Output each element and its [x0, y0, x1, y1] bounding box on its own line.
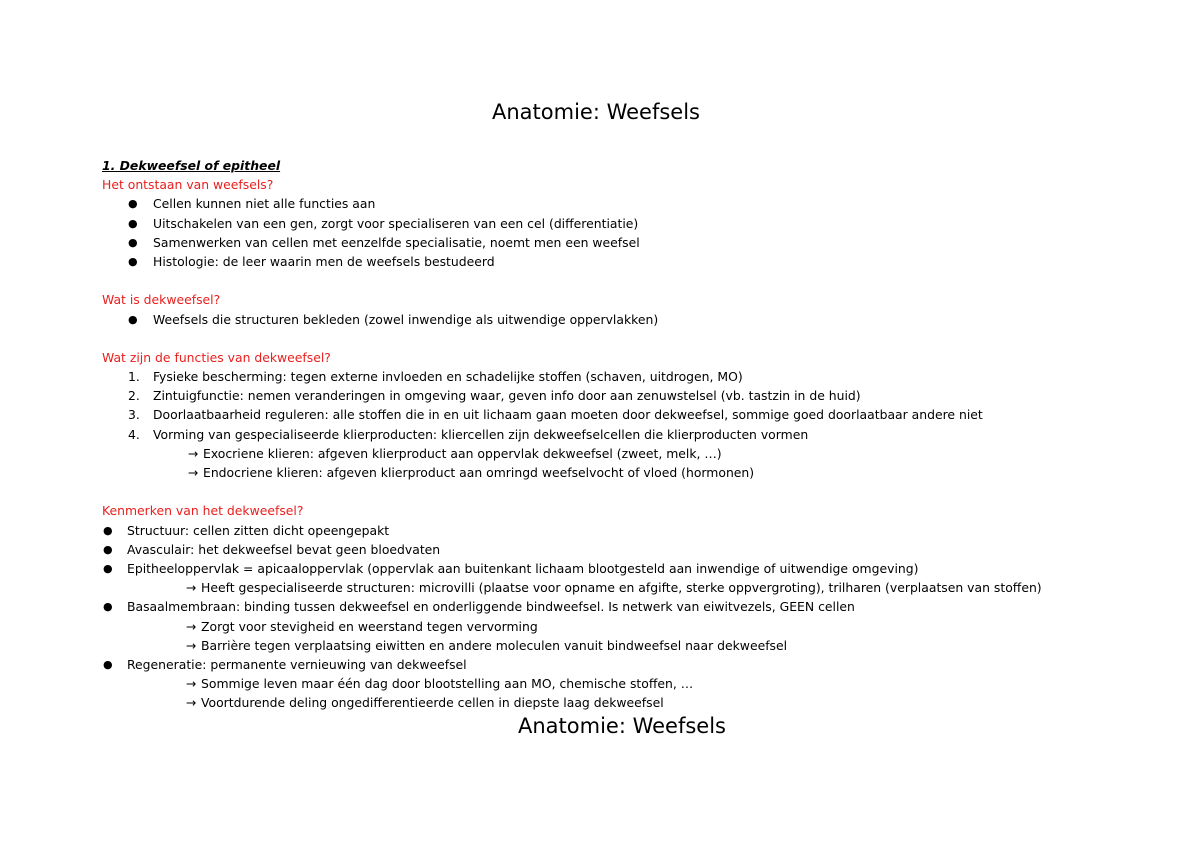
list-item: ● Structuur: cellen zitten dicht opeengepakt	[102, 521, 1162, 540]
arrow-right-icon: →	[186, 695, 197, 711]
list-item: ● Regeneratie: permanente vernieuwing van dekweefsel	[102, 655, 1162, 674]
question-heading: Wat zijn de functies van dekweefsel?	[102, 349, 331, 365]
arrow-item: → Barrière tegen verplaatsing eiwitten en andere moleculen vanuit bindweefsel naar dekweefsel	[102, 636, 1162, 655]
list-item: ● Basaalmembraan: binding tussen dekweefsel en onderliggende bindweefsel. Is netwerk van eiwitvezels, GEEN cellen	[102, 597, 1162, 616]
spacer	[102, 271, 1162, 290]
arrow-item: → Zorgt voor stevigheid en weerstand tegen vervorming	[102, 617, 1162, 636]
repeated-title: Anatomie: Weefsels	[518, 714, 726, 738]
bullet-icon: ●	[128, 312, 138, 326]
bullet-icon: ●	[103, 542, 113, 556]
document-body	[102, 156, 1162, 712]
arrow-item: → Sommige leven maar één dag door blootstelling aan MO, chemische stoffen, …	[102, 674, 1162, 693]
numbered-item: 2. Zintuigfunctie: nemen veranderingen in omgeving waar, geven info door aan zenuwstelsel (vb. tastzin in de huid)	[128, 388, 861, 404]
bullet-icon: ●	[128, 197, 138, 211]
arrow-right-icon: →	[188, 445, 199, 461]
numbered-item: 1. Fysieke bescherming: tegen externe invloeden en schadelijke stoffen (schaven, uitdrogen, MO)	[128, 369, 743, 385]
list-item: ● Epitheeloppervlak = apicaaloppervlak (oppervlak aan buitenkant lichaam blootgesteld aan inwendige of uitwendige omgeving)	[102, 559, 1162, 578]
bullet-icon: ●	[103, 561, 113, 575]
bullet-icon: ●	[128, 254, 138, 268]
question-heading: Het ontstaan van weefsels?	[102, 177, 274, 193]
list-item: ● Uitschakelen van een gen, zorgt voor specialiseren van een cel (differentiatie)	[102, 214, 1162, 233]
numbered-item: 4. Vorming van gespecialiseerde klierproducten: kliercellen zijn dekweefselcellen die klierproducten vormen	[128, 426, 809, 442]
bullet-icon: ●	[128, 235, 138, 249]
spacer	[102, 329, 1162, 348]
numbered-item: 3. Doorlaatbaarheid reguleren: alle stoffen die in en uit lichaam gaan moeten door dekweefsel, sommige goed doorlaatbaar andere niet	[128, 407, 983, 423]
arrow-right-icon: →	[186, 637, 197, 653]
arrow-right-icon: →	[186, 618, 197, 634]
section-heading: 1. Dekweefsel of epitheel	[102, 158, 281, 173]
arrow-right-icon: →	[188, 465, 199, 480]
bullet-icon: ●	[128, 216, 138, 230]
bullet-icon: ●	[103, 600, 113, 614]
arrow-item: → Voortdurende deling ongedifferentieerde cellen in diepste laag dekweefsel	[102, 693, 1162, 712]
arrow-right-icon: →	[186, 676, 197, 692]
document-title: Anatomie: Weefsels	[492, 100, 700, 124]
arrow-item: → Exocriene klieren: afgeven klierproduct aan oppervlak dekweefsel (zweet, melk, …)	[102, 444, 1162, 463]
question-heading: Wat is dekweefsel?	[102, 292, 221, 308]
arrow-right-icon: →	[186, 580, 197, 596]
bullet-icon: ●	[103, 523, 113, 537]
bullet-icon: ●	[103, 657, 113, 671]
list-item: ● Weefsels die structuren bekleden (zowel inwendige als uitwendige oppervlakken)	[102, 310, 1162, 329]
spacer	[102, 482, 1162, 501]
arrow-item: → Endocriene klieren: afgeven klierproduct aan omringd weefselvocht of vloed (hormonen)	[102, 463, 1162, 482]
list-item: ● Histologie: de leer waarin men de weefsels bestudeerd	[102, 252, 1162, 271]
list-item: ● Avasculair: het dekweefsel bevat geen bloedvaten	[102, 540, 1162, 559]
question-heading: Kenmerken van het dekweefsel?	[102, 503, 304, 519]
list-item: ● Samenwerken van cellen met eenzelfde specialisatie, noemt men een weefsel	[102, 233, 1162, 252]
list-item: ● Cellen kunnen niet alle functies aan	[102, 194, 1162, 213]
arrow-item: → Heeft gespecialiseerde structuren: microvilli (plaatse voor opname en afgifte, sterke oppvergroting), trilharen (verplaatsen van stoffen)	[102, 578, 1162, 597]
